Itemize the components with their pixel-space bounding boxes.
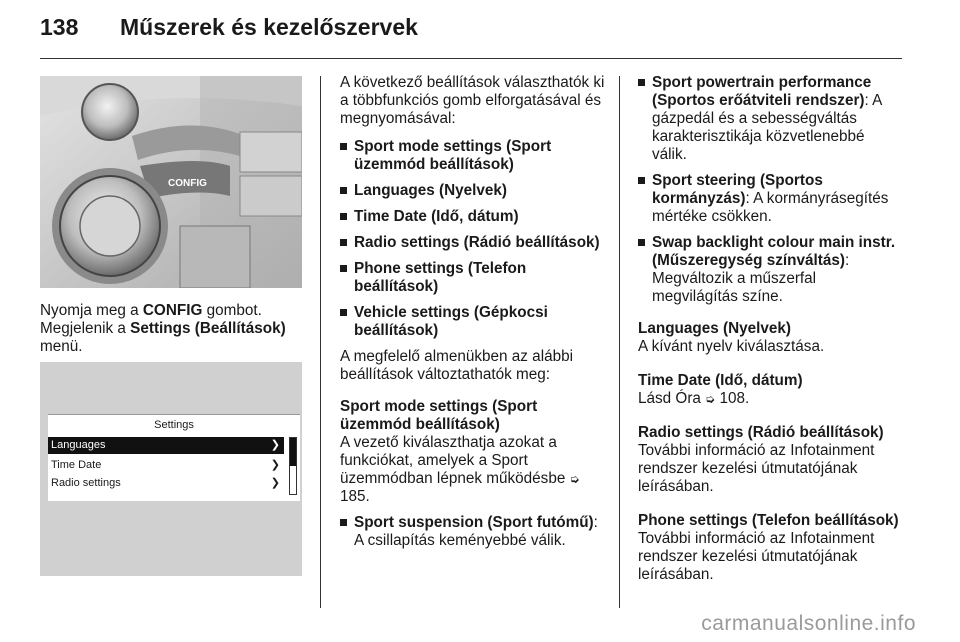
bullet-item [638, 74, 902, 164]
languages-heading: Languages (Nyelvek) [638, 320, 792, 337]
bullet-text: : A csillapítás keményebbé válik. [354, 514, 598, 549]
caption-text: menü. [40, 338, 83, 355]
photo-caption [40, 302, 310, 356]
reference-arrow-icon: ➭ [569, 472, 580, 486]
settings-item-radio [48, 475, 284, 492]
radio-settings-text: További információ az Infotainment rendszer kezelési útmutatójának leírásában. [638, 442, 875, 495]
config-button-label: CONFIG [168, 178, 207, 189]
middle-column [340, 74, 608, 558]
bullet-label: Swap backlight colour main instr. (Műszeregység színváltás) [652, 234, 896, 269]
bullet-label: Vehicle settings (Gépkocsi beállítások) [354, 304, 548, 339]
caption-text: Megjelenik a [40, 320, 131, 337]
bullet-text: : A kormányrásegítés mértéke csökken. [652, 190, 889, 225]
settings-item-label: Languages [51, 439, 106, 451]
time-date-heading: Time Date (Idő, dátum) [638, 372, 803, 389]
languages-text: A kívánt nyelv kiválasztása. [638, 338, 825, 355]
bullet-label: Languages (Nyelvek) [354, 182, 508, 199]
bullet-label: Radio settings (Rádió beállítások) [354, 234, 600, 251]
sport-mode-description: A vezető kiválaszthatja azokat a funkciókat, amelyek a Sport üzemmódban lépnek működésbe [340, 434, 566, 487]
config-button-photo [40, 76, 302, 288]
caption-text: gombot. [202, 302, 262, 319]
reference-arrow-icon: ➭ [705, 392, 716, 406]
sport-mode-heading: Sport mode settings (Sport üzemmód beállítások) [340, 398, 538, 433]
bullet-item [340, 138, 608, 174]
bullet-item [340, 260, 608, 296]
bullet-text: : A gázpedál és a sebességváltás karakterisztikája közvetlenebbé válik. [652, 92, 882, 163]
bullet-label: Phone settings (Telefon beállítások) [354, 260, 527, 295]
radio-settings-heading: Radio settings (Rádió beállítások) [638, 424, 884, 441]
column-divider-right [619, 76, 620, 608]
phone-settings-text: További információ az Infotainment rendszer kezelési útmutatójának leírásában. [638, 530, 875, 583]
bullet-item [638, 234, 902, 306]
caption-config-bold: CONFIG [142, 302, 203, 319]
page-title: Műszerek és kezelőszervek [120, 14, 418, 40]
bullet-item [340, 208, 608, 226]
bullet-label: Sport steering (Sportos kormányzás) [652, 172, 823, 207]
chevron-right-icon: ❯ [270, 459, 280, 471]
phone-settings-heading: Phone settings (Telefon beállítások) [638, 512, 899, 529]
caption-text: Nyomja meg a [40, 302, 143, 319]
chevron-right-icon: ❯ [270, 477, 280, 489]
settings-item-time-date [48, 457, 284, 474]
time-date-description: Lásd Óra [638, 390, 701, 407]
page-reference: 108. [719, 390, 750, 407]
dashboard-illustration [40, 76, 302, 288]
intro-text: A következő beállítások választhatók ki a többfunkciós gomb elforgatásával és megnyomásával: [340, 74, 605, 127]
bullet-label: Sport mode settings (Sport üzemmód beállítások) [354, 138, 552, 173]
bullet-item [340, 182, 608, 200]
settings-display-image [40, 362, 302, 576]
settings-item-languages [48, 437, 284, 454]
watermark: carmanualsonline.info [701, 612, 916, 635]
chevron-right-icon: ❯ [270, 439, 280, 451]
bullet-item [340, 234, 608, 252]
settings-scrollbar [289, 437, 297, 495]
settings-screen [48, 414, 300, 501]
header-rule [40, 58, 902, 59]
scrollbar-thumb [290, 438, 296, 466]
caption-settings-bold: Settings (Beállítások) [130, 320, 286, 337]
bullet-text: : Megváltozik a műszerfal megvilágítás színe. [652, 252, 850, 305]
bullet-label: Sport powertrain performance (Sportos erőátviteli rendszer) [652, 74, 872, 109]
sport-mode-text [340, 434, 608, 506]
bullet-label: Sport suspension (Sport futómű) [354, 514, 594, 531]
sub-intro-text: A megfelelő almenükben az alábbi beállítások változtathatók meg: [340, 348, 574, 383]
bullet-item [340, 304, 608, 340]
bullet-label: Time Date (Idő, dátum) [354, 208, 519, 225]
page-number: 138 [40, 14, 79, 40]
settings-screen-title: Settings [154, 419, 194, 431]
page-header [40, 14, 418, 41]
right-column [638, 74, 902, 594]
time-date-text [638, 390, 902, 408]
column-divider-left [320, 76, 321, 608]
bullet-item [638, 172, 902, 226]
settings-item-label: Time Date [51, 459, 102, 471]
page-reference: 185. [340, 488, 370, 505]
settings-item-label: Radio settings [51, 477, 121, 489]
bullet-item [340, 514, 608, 550]
